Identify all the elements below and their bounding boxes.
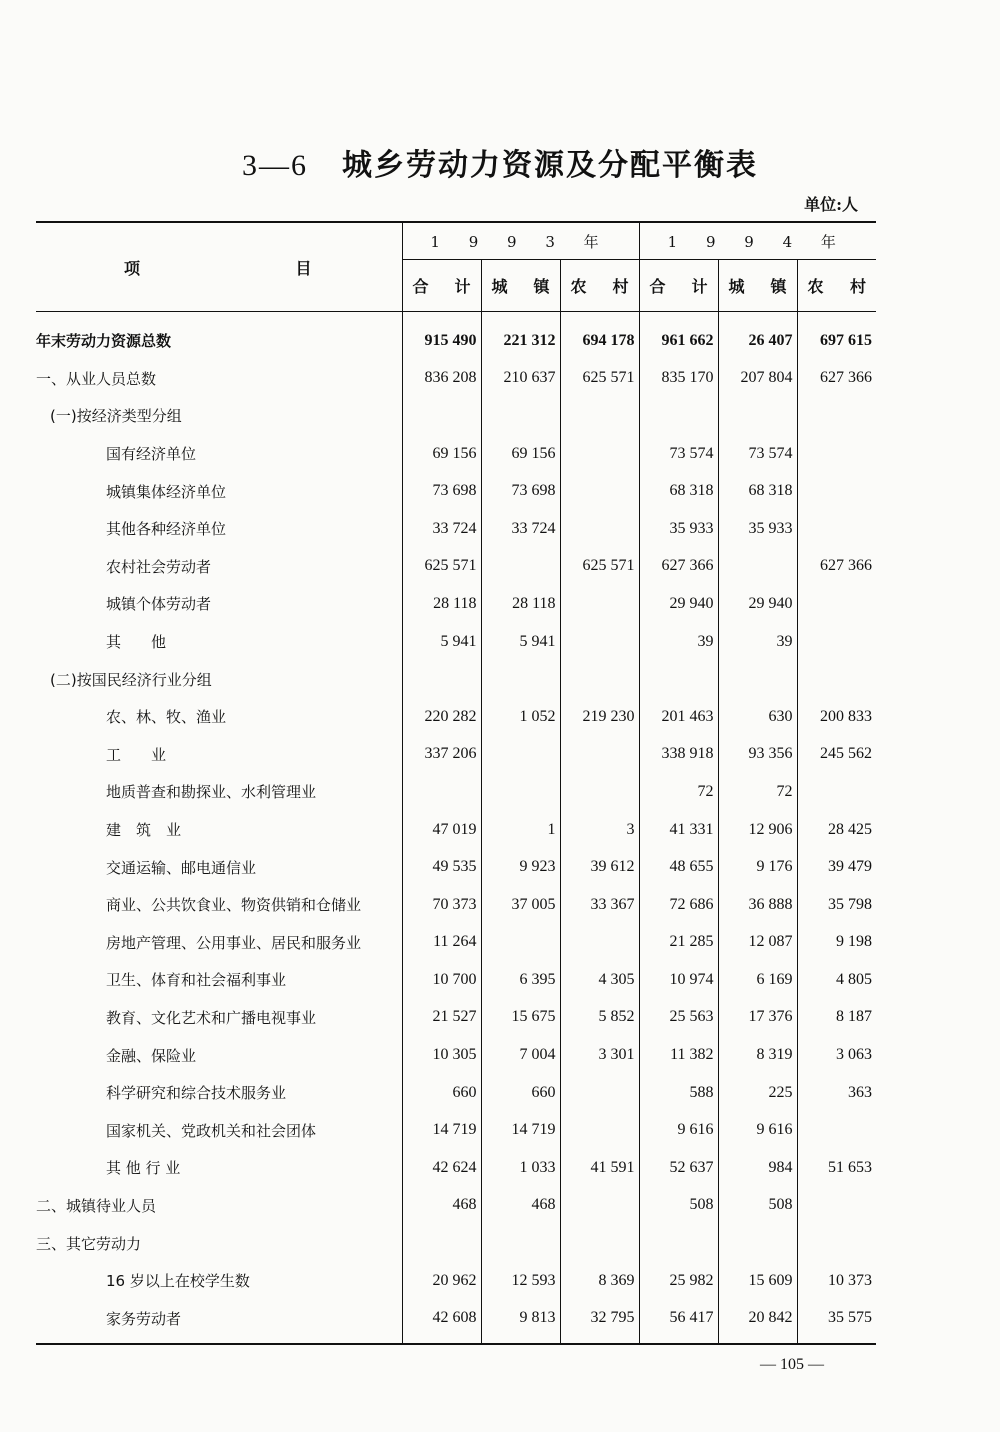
row-value: 39 xyxy=(639,623,718,661)
table-row xyxy=(36,585,876,623)
row-value xyxy=(560,623,639,661)
table-row xyxy=(36,1111,876,1149)
row-value: 4 805 xyxy=(797,961,876,999)
row-value: 625 571 xyxy=(402,548,481,586)
table-body xyxy=(36,312,876,1345)
row-label: 工 业 xyxy=(106,745,167,764)
table-title: 城乡劳动力资源及分配平衡表 xyxy=(342,148,758,183)
row-value: 29 940 xyxy=(718,585,797,623)
row-value xyxy=(560,1111,639,1149)
row-label: 卫生、体育和社会福利事业 xyxy=(106,971,287,990)
row-label: 房地产管理、公用事业、居民和服务业 xyxy=(106,933,362,952)
row-value xyxy=(639,1224,718,1262)
row-value: 12 906 xyxy=(718,811,797,849)
row-value: 7 004 xyxy=(481,1036,560,1074)
row-label: 教育、文化艺术和广播电视事业 xyxy=(106,1008,317,1027)
row-value xyxy=(718,660,797,698)
row-value: 9 198 xyxy=(797,924,876,962)
row-value: 6 169 xyxy=(718,961,797,999)
item-header-right: 目 xyxy=(295,258,312,278)
row-value: 508 xyxy=(718,1187,797,1225)
row-value: 35 933 xyxy=(639,510,718,548)
table-row xyxy=(36,1187,876,1225)
row-value xyxy=(797,397,876,435)
row-value: 14 719 xyxy=(402,1111,481,1149)
row-label: 家务劳动者 xyxy=(36,1299,402,1344)
row-value: 1 052 xyxy=(481,698,560,736)
row-value xyxy=(560,472,639,510)
row-label: 国有经济单位 xyxy=(106,445,197,464)
row-value: 984 xyxy=(718,1149,797,1187)
row-value: 41 591 xyxy=(560,1149,639,1187)
row-value: 207 804 xyxy=(718,360,797,398)
row-value: 5 941 xyxy=(481,623,560,661)
row-value: 42 624 xyxy=(402,1149,481,1187)
table-row xyxy=(36,848,876,886)
table-row xyxy=(36,435,876,473)
row-label: 商业、公共饮食业、物资供销和仓储业 xyxy=(106,896,362,915)
row-value: 9 616 xyxy=(639,1111,718,1149)
row-value: 47 019 xyxy=(402,811,481,849)
row-value: 8 319 xyxy=(718,1036,797,1074)
row-value: 3 xyxy=(560,811,639,849)
subcol-header xyxy=(402,260,481,312)
page-title xyxy=(0,140,1000,184)
row-value xyxy=(560,773,639,811)
row-value: 49 535 xyxy=(402,848,481,886)
row-value: 73 574 xyxy=(718,435,797,473)
row-value: 39 479 xyxy=(797,848,876,886)
row-value: 93 356 xyxy=(718,736,797,774)
row-value: 10 700 xyxy=(402,961,481,999)
row-value: 73 698 xyxy=(481,472,560,510)
row-value: 72 xyxy=(718,773,797,811)
row-value xyxy=(481,1224,560,1262)
subcol-header xyxy=(718,260,797,312)
page-number: — 105 — xyxy=(760,1356,824,1373)
row-value: 33 724 xyxy=(481,510,560,548)
row-value: 14 719 xyxy=(481,1111,560,1149)
table-row xyxy=(36,510,876,548)
row-value: 8 187 xyxy=(797,999,876,1037)
row-value: 5 852 xyxy=(560,999,639,1037)
table-row xyxy=(36,961,876,999)
row-label: 国家机关、党政机关和社会团体 xyxy=(106,1121,317,1140)
row-value: 9 616 xyxy=(718,1111,797,1149)
row-value: 20 842 xyxy=(718,1299,797,1344)
row-value: 200 833 xyxy=(797,698,876,736)
row-label: 城镇集体经济单位 xyxy=(106,482,227,501)
row-value: 73 698 xyxy=(402,472,481,510)
row-value: 210 637 xyxy=(481,360,560,398)
row-value: 835 170 xyxy=(639,360,718,398)
row-value: 39 612 xyxy=(560,848,639,886)
table-row xyxy=(36,1224,876,1262)
item-header xyxy=(36,222,402,312)
row-value xyxy=(797,773,876,811)
unit-label: 单位:人 xyxy=(804,195,858,214)
table-row xyxy=(36,623,876,661)
subcol-header-char: 合 xyxy=(412,277,429,296)
subcol-header-char: 镇 xyxy=(533,277,550,296)
row-value xyxy=(402,773,481,811)
row-value: 508 xyxy=(639,1187,718,1225)
row-value: 69 156 xyxy=(402,435,481,473)
row-value: 51 653 xyxy=(797,1149,876,1187)
row-value: 5 941 xyxy=(402,623,481,661)
table-row xyxy=(36,1299,876,1344)
row-value xyxy=(639,397,718,435)
row-value: 28 425 xyxy=(797,811,876,849)
row-value: 468 xyxy=(481,1187,560,1225)
row-value xyxy=(560,435,639,473)
table-row xyxy=(36,1074,876,1112)
row-value: 9 923 xyxy=(481,848,560,886)
row-value: 35 933 xyxy=(718,510,797,548)
row-value: 221 312 xyxy=(481,312,560,360)
subcol-header xyxy=(481,260,560,312)
row-value: 42 608 xyxy=(402,1299,481,1344)
row-value xyxy=(797,623,876,661)
row-value: 625 571 xyxy=(560,548,639,586)
row-value: 12 593 xyxy=(481,1262,560,1300)
row-label: 其 他 行 业 xyxy=(106,1159,181,1178)
row-value xyxy=(481,924,560,962)
row-label: 科学研究和综合技术服务业 xyxy=(106,1084,287,1103)
subcol-header-char: 农 xyxy=(570,277,587,296)
row-label: 建 筑 业 xyxy=(106,821,182,840)
row-value xyxy=(481,660,560,698)
table-row xyxy=(36,698,876,736)
year-header-1994: 1 9 9 4 年 xyxy=(639,222,876,260)
row-value: 225 xyxy=(718,1074,797,1112)
row-value: 337 206 xyxy=(402,736,481,774)
row-label: 交通运输、邮电通信业 xyxy=(106,858,257,877)
row-value xyxy=(797,1224,876,1262)
table-number: 3—6 xyxy=(242,149,308,182)
row-value: 25 563 xyxy=(639,999,718,1037)
row-value: 4 305 xyxy=(560,961,639,999)
row-value: 36 888 xyxy=(718,886,797,924)
row-value: 15 609 xyxy=(718,1262,797,1300)
row-value: 961 662 xyxy=(639,312,718,360)
row-value: 836 208 xyxy=(402,360,481,398)
subcol-header-char: 计 xyxy=(454,277,471,296)
row-value xyxy=(481,773,560,811)
row-value: 11 264 xyxy=(402,924,481,962)
table-row xyxy=(36,886,876,924)
year-header-1993: 1 9 9 3 年 xyxy=(402,222,639,260)
row-value: 630 xyxy=(718,698,797,736)
row-value: 70 373 xyxy=(402,886,481,924)
table-row xyxy=(36,924,876,962)
row-label: 地质普查和勘探业、水利管理业 xyxy=(106,783,317,802)
table-row xyxy=(36,360,876,398)
row-value xyxy=(560,1187,639,1225)
row-value: 25 982 xyxy=(639,1262,718,1300)
row-value: 29 940 xyxy=(639,585,718,623)
row-label: (一)按经济类型分组 xyxy=(50,407,182,426)
row-value: 21 285 xyxy=(639,924,718,962)
row-value xyxy=(797,585,876,623)
row-value: 21 527 xyxy=(402,999,481,1037)
row-value: 915 490 xyxy=(402,312,481,360)
table-row xyxy=(36,999,876,1037)
row-value: 588 xyxy=(639,1074,718,1112)
table-row xyxy=(36,312,876,360)
row-value: 660 xyxy=(402,1074,481,1112)
row-value: 625 571 xyxy=(560,360,639,398)
row-value: 68 318 xyxy=(718,472,797,510)
row-value: 1 xyxy=(481,811,560,849)
row-value: 26 407 xyxy=(718,312,797,360)
row-value xyxy=(797,660,876,698)
subcol-header-char: 村 xyxy=(612,277,629,296)
row-value: 694 178 xyxy=(560,312,639,360)
table-row xyxy=(36,1036,876,1074)
row-value: 68 318 xyxy=(639,472,718,510)
row-value: 20 962 xyxy=(402,1262,481,1300)
table-row xyxy=(36,811,876,849)
row-value: 15 675 xyxy=(481,999,560,1037)
row-value: 28 118 xyxy=(402,585,481,623)
table-row xyxy=(36,548,876,586)
row-value: 201 463 xyxy=(639,698,718,736)
row-value: 10 974 xyxy=(639,961,718,999)
row-label: 农、林、牧、渔业 xyxy=(106,708,227,727)
row-value xyxy=(797,1187,876,1225)
table-container xyxy=(36,221,876,1345)
row-value xyxy=(402,397,481,435)
row-value xyxy=(481,736,560,774)
row-value xyxy=(797,435,876,473)
row-value xyxy=(797,1111,876,1149)
table-row xyxy=(36,472,876,510)
row-value xyxy=(560,1074,639,1112)
row-value: 72 xyxy=(639,773,718,811)
row-value: 468 xyxy=(402,1187,481,1225)
subcol-header-char: 农 xyxy=(807,277,824,296)
row-value: 35 798 xyxy=(797,886,876,924)
row-value: 33 724 xyxy=(402,510,481,548)
subcol-header xyxy=(639,260,718,312)
row-value: 10 373 xyxy=(797,1262,876,1300)
row-value: 6 395 xyxy=(481,961,560,999)
row-value: 56 417 xyxy=(639,1299,718,1344)
row-value: 697 615 xyxy=(797,312,876,360)
row-value xyxy=(560,924,639,962)
row-label: 其他各种经济单位 xyxy=(106,520,227,539)
row-value: 9 813 xyxy=(481,1299,560,1344)
row-value xyxy=(718,548,797,586)
row-value: 3 301 xyxy=(560,1036,639,1074)
row-value: 660 xyxy=(481,1074,560,1112)
row-value: 12 087 xyxy=(718,924,797,962)
row-value: 363 xyxy=(797,1074,876,1112)
row-value xyxy=(481,397,560,435)
item-header-left: 项 xyxy=(124,258,141,278)
subcol-header-char: 城 xyxy=(728,277,745,296)
table-row xyxy=(36,1262,876,1300)
row-value xyxy=(718,397,797,435)
row-value: 73 574 xyxy=(639,435,718,473)
row-value: 245 562 xyxy=(797,736,876,774)
row-value xyxy=(639,660,718,698)
row-value: 1 033 xyxy=(481,1149,560,1187)
row-label: 16 岁以上在校学生数 xyxy=(106,1272,250,1291)
row-value: 69 156 xyxy=(481,435,560,473)
row-value xyxy=(560,510,639,548)
row-label: 三、其它劳动力 xyxy=(36,1234,142,1253)
row-value xyxy=(560,1224,639,1262)
row-value: 220 282 xyxy=(402,698,481,736)
row-value xyxy=(560,585,639,623)
table-row xyxy=(36,660,876,698)
row-value xyxy=(560,736,639,774)
row-label: 农村社会劳动者 xyxy=(106,557,212,576)
row-label: (二)按国民经济行业分组 xyxy=(50,670,212,689)
row-value: 627 366 xyxy=(797,548,876,586)
row-value: 3 063 xyxy=(797,1036,876,1074)
row-value: 32 795 xyxy=(560,1299,639,1344)
subcol-header-char: 计 xyxy=(691,277,708,296)
table-row xyxy=(36,736,876,774)
row-value: 8 369 xyxy=(560,1262,639,1300)
row-value: 41 331 xyxy=(639,811,718,849)
row-value xyxy=(402,1224,481,1262)
row-value: 627 366 xyxy=(639,548,718,586)
row-value: 627 366 xyxy=(797,360,876,398)
subcol-header xyxy=(560,260,639,312)
table-row xyxy=(36,397,876,435)
table-row xyxy=(36,1149,876,1187)
row-value xyxy=(797,472,876,510)
row-value: 39 xyxy=(718,623,797,661)
subcol-header-char: 城 xyxy=(491,277,508,296)
row-value xyxy=(481,548,560,586)
row-value: 52 637 xyxy=(639,1149,718,1187)
row-label: 一、从业人员总数 xyxy=(36,369,157,388)
row-value xyxy=(560,397,639,435)
row-value: 72 686 xyxy=(639,886,718,924)
table-row xyxy=(36,773,876,811)
labor-balance-table xyxy=(36,221,876,1345)
row-label: 年末劳动力资源总数 xyxy=(36,332,172,351)
row-value xyxy=(718,1224,797,1262)
row-value: 37 005 xyxy=(481,886,560,924)
row-value: 33 367 xyxy=(560,886,639,924)
subcol-header-char: 合 xyxy=(649,277,666,296)
row-value: 219 230 xyxy=(560,698,639,736)
row-value: 48 655 xyxy=(639,848,718,886)
subcol-header xyxy=(797,260,876,312)
row-value xyxy=(560,660,639,698)
row-label: 金融、保险业 xyxy=(106,1046,197,1065)
row-value: 35 575 xyxy=(797,1299,876,1344)
row-value xyxy=(402,660,481,698)
row-value: 17 376 xyxy=(718,999,797,1037)
row-value: 28 118 xyxy=(481,585,560,623)
row-value: 10 305 xyxy=(402,1036,481,1074)
row-value: 9 176 xyxy=(718,848,797,886)
row-value xyxy=(797,510,876,548)
row-value: 338 918 xyxy=(639,736,718,774)
row-label: 其 他 xyxy=(106,633,167,652)
subcol-header-char: 镇 xyxy=(770,277,787,296)
row-label: 二、城镇待业人员 xyxy=(36,1196,157,1215)
row-label: 城镇个体劳动者 xyxy=(106,595,212,614)
subcol-header-char: 村 xyxy=(850,277,867,296)
row-value: 11 382 xyxy=(639,1036,718,1074)
